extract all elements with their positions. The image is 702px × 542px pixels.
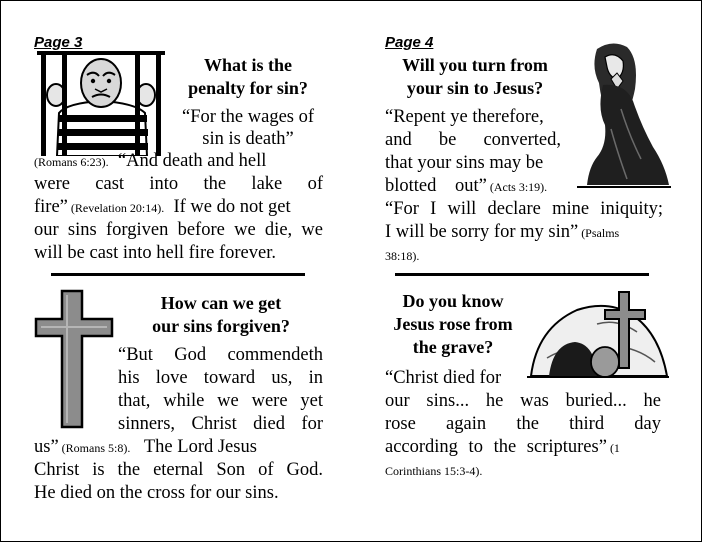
text-line: us” (Romans 5:8). The Lord Jesus	[34, 437, 257, 457]
text-line: our sins forgiven before we die, we	[34, 220, 323, 240]
text-line: fire” (Revelation 20:14). If we do not get	[34, 197, 291, 217]
section-divider	[395, 273, 649, 276]
text-line: sinners, Christ died for	[118, 414, 323, 434]
text-line: were cast into the lake of	[34, 174, 323, 194]
text-line: that, while we were yet	[118, 391, 323, 411]
text-line: rose again the third day	[385, 414, 661, 434]
cross-and-empty-tomb-icon	[527, 288, 669, 380]
text-line: “But God commendeth	[118, 345, 323, 365]
text-line: his love toward us, in	[118, 368, 323, 388]
text-line: He died on the cross for our sins.	[34, 483, 279, 503]
text-line: will be cast into hell fire forever.	[34, 243, 276, 263]
text-line: according to the scriptures” (1	[385, 437, 620, 457]
section-heading-turn: Will you turn from your sin to Jesus?	[402, 55, 548, 98]
section-heading-penalty: What is the penalty for sin?	[188, 55, 308, 98]
text-line: Christ is the eternal Son of God.	[34, 460, 323, 480]
kneeling-woman-praying-icon	[567, 39, 672, 191]
page-4-label: Page 4	[385, 34, 434, 51]
page-3-label: Page 3	[34, 34, 83, 51]
text-line: sin is death”	[202, 129, 294, 149]
text-line: our sins... he was buried... he	[385, 391, 661, 411]
text-line: “Christ died for	[385, 368, 502, 388]
text-line: blotted out” (Acts 3:19).	[385, 176, 548, 196]
text-line: Corinthians 15:3-4).	[385, 464, 483, 478]
section-divider	[51, 273, 305, 276]
text-line: I will be sorry for my sin” (Psalms	[385, 222, 620, 242]
text-line: “For I will declare mine iniquity;	[385, 199, 663, 219]
prisoner-behind-bars-icon	[37, 51, 165, 156]
text-line: and be converted,	[385, 130, 561, 150]
text-line: that your sins may be	[385, 153, 544, 173]
section-heading-rose: Do you know Jesus rose from the grave?	[393, 291, 513, 357]
text-line: “For the wages of	[181, 107, 315, 127]
section-heading-forgiven: How can we get our sins forgiven?	[152, 293, 290, 336]
text-line: (Romans 6:23). “And death and hell	[34, 151, 267, 171]
text-line: “Repent ye therefore,	[385, 107, 544, 127]
cross-icon	[34, 289, 114, 429]
text-line: 38:18).	[385, 249, 420, 263]
